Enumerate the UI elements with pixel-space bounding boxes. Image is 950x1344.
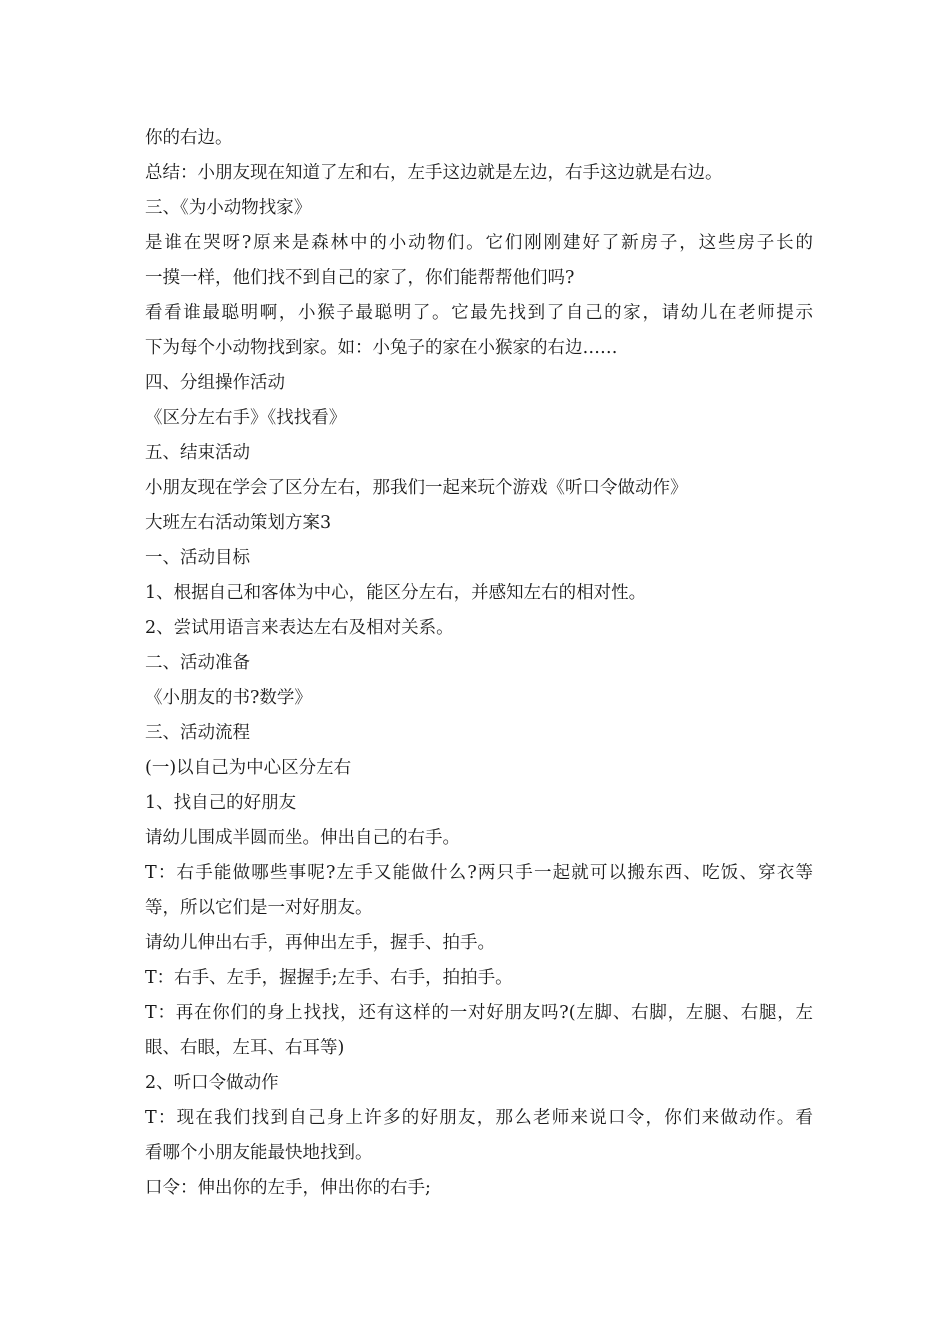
document-body — [145, 121, 813, 1206]
text-line: T：右手、左手，握握手;左手、右手，拍拍手。 — [145, 968, 513, 988]
text-line: 二、活动准备 — [145, 653, 250, 673]
text-line: 看哪个小朋友能最快地找到。 — [145, 1143, 373, 1163]
text-line: 一摸一样，他们找不到自己的家了，你们能帮帮他们吗? — [145, 268, 575, 288]
text-line: 眼、右眼，左耳、右耳等) — [145, 1038, 345, 1058]
text-line: 是谁在哭呀?原来是森林中的小动物们。它们刚刚建好了新房子，这些房子长的 — [145, 233, 813, 253]
text-line: 等，所以它们是一对好朋友。 — [145, 898, 373, 918]
text-line: 一、活动目标 — [145, 548, 250, 568]
text-line: 小朋友现在学会了区分左右，那我们一起来玩个游戏《听口令做动作》 — [145, 478, 688, 498]
text-line: 三、《为小动物找家》 — [145, 198, 312, 218]
text-line: (一)以自己为中心区分左右 — [145, 758, 352, 778]
text-line: 《小朋友的书?数学》 — [145, 688, 312, 708]
text-line: 大班左右活动策划方案3 — [145, 513, 332, 533]
text-line: 请幼儿围成半圆而坐。伸出自己的右手。 — [145, 828, 460, 848]
text-line: 2、听口令做动作 — [145, 1073, 279, 1093]
text-line: 请幼儿伸出右手，再伸出左手，握手、拍手。 — [145, 933, 495, 953]
text-line: 口令：伸出你的左手，伸出你的右手; — [145, 1178, 431, 1198]
text-line: 三、活动流程 — [145, 723, 250, 743]
text-line: 看看谁最聪明啊，小猴子最聪明了。它最先找到了自己的家，请幼儿在老师提示 — [145, 303, 813, 323]
text-line: 总结：小朋友现在知道了左和右，左手这边就是左边，右手这边就是右边。 — [145, 163, 723, 183]
text-line: 你的右边。 — [145, 128, 233, 148]
text-line: 下为每个小动物找到家。如：小兔子的家在小猴家的右边…… — [145, 338, 618, 358]
text-line: T：现在我们找到自己身上许多的好朋友，那么老师来说口令，你们来做动作。看 — [145, 1108, 813, 1128]
text-line: T：再在你们的身上找找，还有这样的一对好朋友吗?(左脚、右脚，左腿、右腿，左 — [145, 1003, 813, 1023]
text-line: 五、结束活动 — [145, 443, 250, 463]
text-line: 2、尝试用语言来表达左右及相对关系。 — [145, 618, 454, 638]
text-line: T：右手能做哪些事呢?左手又能做什么?两只手一起就可以搬东西、吃饭、穿衣等 — [145, 863, 813, 883]
text-line: 《区分左右手》《找找看》 — [145, 408, 347, 428]
text-line: 四、分组操作活动 — [145, 373, 285, 393]
text-line: 1、找自己的好朋友 — [145, 793, 297, 813]
text-line: 1、根据自己和客体为中心，能区分左右，并感知左右的相对性。 — [145, 583, 647, 603]
